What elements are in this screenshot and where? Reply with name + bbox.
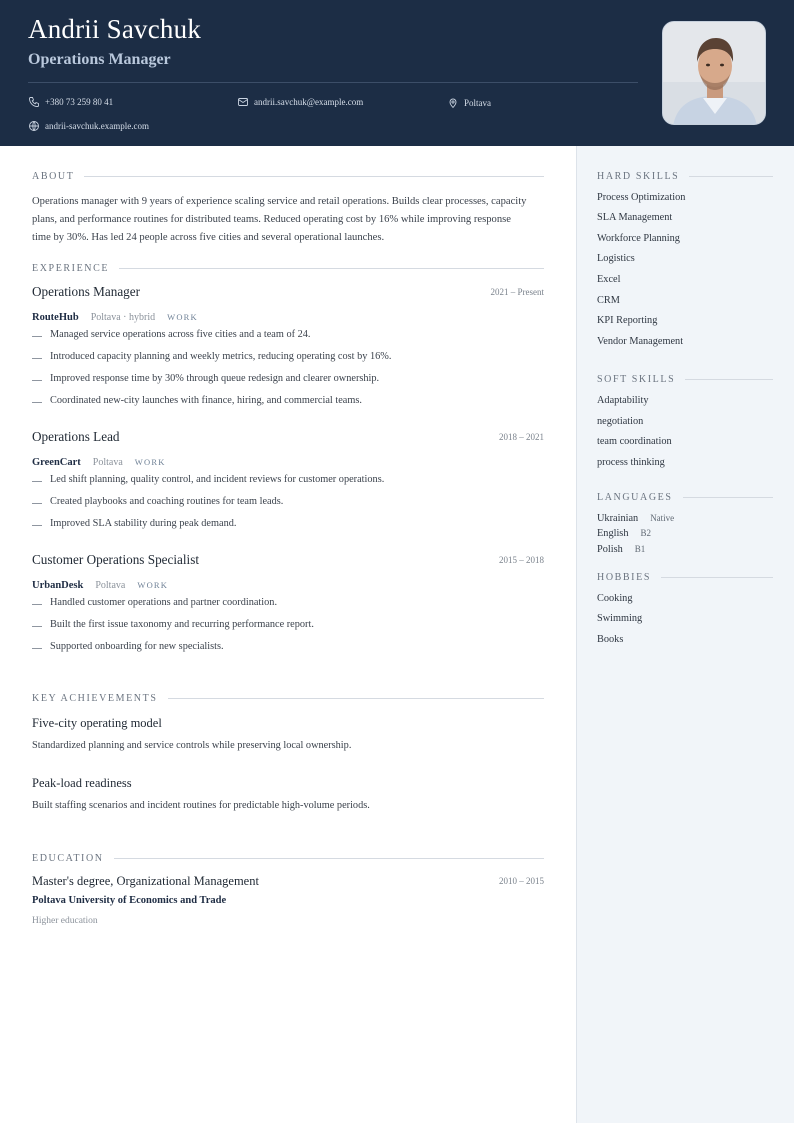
achievements-heading: KEY ACHIEVEMENTS [32, 693, 544, 704]
job-company-line [32, 307, 198, 325]
hobby-item: Books [597, 634, 624, 645]
hobbies-heading: HOBBIES [597, 572, 773, 583]
bullet-dash [32, 380, 42, 381]
contact-website[interactable] [28, 120, 149, 132]
resume-header [0, 0, 794, 146]
language-level: Native [650, 513, 675, 523]
company-name: RouteHub [32, 312, 79, 323]
soft-skill-item: team coordination [597, 436, 672, 447]
bullet-dash [32, 648, 42, 649]
bullet-dash [32, 525, 42, 526]
job-dates: 2018 – 2021 [499, 432, 544, 442]
hard-skill-item: Workforce Planning [597, 233, 680, 244]
phone-icon [28, 96, 40, 108]
hobby-item: Swimming [597, 613, 643, 624]
bullet-dash [32, 336, 42, 337]
job-meta: Poltava [92, 457, 123, 468]
bullet-dash [32, 358, 42, 359]
location-text: Poltava [464, 98, 491, 108]
achievement-desc: Standardized planning and service controls while preserving local ownership. [32, 740, 352, 751]
avatar [663, 22, 766, 125]
job-title: Operations Lead [32, 429, 120, 444]
job-tag: WORK [137, 580, 169, 590]
header-divider [28, 82, 638, 83]
contact-location [447, 97, 491, 109]
bullet-dash [32, 626, 42, 627]
job-tag: WORK [167, 312, 198, 322]
job-company-line [32, 575, 168, 593]
soft-skills-heading: SOFT SKILLS [597, 374, 773, 385]
language-item [597, 539, 645, 557]
website-text: andrii-savchuk.example.com [45, 121, 149, 131]
hard-skill-item: SLA Management [597, 212, 673, 223]
bullet-dash [32, 402, 42, 403]
contact-phone[interactable] [28, 96, 113, 108]
hard-skill-item: Excel [597, 274, 621, 285]
job-bullet: Built the first issue taxonomy and recurring performance report. [50, 619, 314, 630]
hard-skill-item: CRM [597, 295, 620, 306]
soft-skill-item: negotiation [597, 416, 644, 427]
hard-skills-heading: HARD SKILLS [597, 171, 773, 182]
job-bullet: Improved response time by 30% through queue redesign and clearer ownership. [50, 373, 380, 384]
school-name: Poltava University of Economics and Trade [32, 895, 227, 906]
candidate-name: Andrii Savchuk [28, 14, 202, 44]
job-bullet: Supported onboarding for new specialists. [50, 641, 224, 652]
email-text: andrii.savchuk@example.com [254, 97, 364, 107]
job-bullet: Introduced capacity planning and weekly metrics, reducing operating cost by 16%. [50, 351, 392, 362]
soft-skill-item: process thinking [597, 457, 665, 468]
job-bullet: Led shift planning, quality control, and incident reviews for customer operations. [50, 474, 385, 485]
achievement-desc: Built staffing scenarios and incident routines for predictable high-volume periods. [32, 800, 370, 811]
bullet-dash [32, 604, 42, 605]
language-name: Polish [597, 544, 623, 555]
education-level: Higher education [32, 916, 98, 926]
job-bullet: Coordinated new-city launches with finance, hiring, and commercial teams. [50, 395, 362, 406]
experience-heading: EXPERIENCE [32, 263, 544, 274]
map-pin-icon [447, 97, 459, 109]
hard-skill-item: Logistics [597, 253, 635, 264]
about-summary: Operations manager with 9 years of experience scaling service and retail operations. Builds clear processes, capacity plans, and performance routines for distributed teams. Reduced operating cost by 16% while improving response time by 30%. Has led 24 people across five cities and several operational launches. [32, 196, 527, 243]
job-bullet: Handled customer operations and partner coordination. [50, 597, 278, 608]
language-name: English [597, 528, 629, 539]
about-heading: ABOUT [32, 171, 544, 182]
job-title: Operations Manager [32, 284, 141, 299]
achievement-title: Peak-load readiness [32, 776, 132, 790]
mail-icon [237, 96, 249, 108]
language-level: B1 [634, 544, 646, 554]
hard-skill-item: KPI Reporting [597, 315, 658, 326]
language-level: B2 [640, 528, 651, 538]
soft-skill-item: Adaptability [597, 395, 649, 406]
language-name: Ukrainian [597, 513, 639, 524]
achievement-title: Five-city operating model [32, 716, 162, 730]
job-tag: WORK [134, 457, 166, 467]
bullet-dash [32, 481, 42, 482]
job-meta: Poltava [95, 580, 126, 591]
globe-icon [28, 120, 40, 132]
job-bullet: Created playbooks and coaching routines for team leads. [50, 496, 284, 507]
degree: Master's degree, Organizational Management [32, 874, 259, 888]
job-dates: 2021 – Present [490, 287, 544, 297]
hard-skill-item: Vendor Management [597, 336, 684, 347]
hard-skill-item: Process Optimization [597, 192, 686, 203]
job-meta: Poltava · hybrid [90, 312, 156, 323]
company-name: UrbanDesk [32, 580, 84, 591]
hobby-item: Cooking [597, 593, 633, 604]
phone-text: +380 73 259 80 41 [45, 97, 114, 107]
job-dates: 2015 – 2018 [499, 555, 544, 565]
job-title: Customer Operations Specialist [32, 552, 200, 567]
education-heading: EDUCATION [32, 853, 544, 864]
candidate-title: Operations Manager [28, 51, 171, 68]
profile-photo [662, 21, 766, 125]
job-bullet: Improved SLA stability during peak demand. [50, 518, 237, 529]
job-company-line [32, 452, 166, 470]
company-name: GreenCart [32, 457, 81, 468]
bullet-dash [32, 503, 42, 504]
contact-email[interactable] [237, 96, 363, 108]
job-bullet: Managed service operations across five cities and a team of 24. [50, 329, 311, 340]
education-dates: 2010 – 2015 [499, 876, 544, 886]
languages-heading: LANGUAGES [597, 492, 773, 503]
